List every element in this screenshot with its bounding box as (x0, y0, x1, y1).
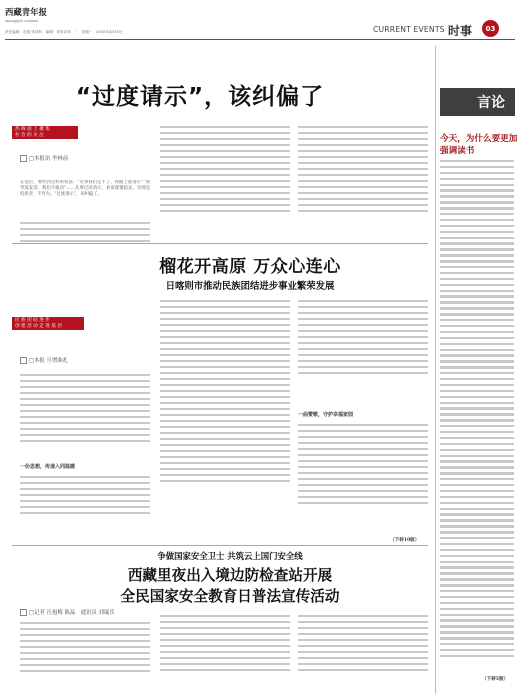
commentary-column-bar (440, 88, 515, 116)
page-number-badge: 03 (482, 20, 499, 37)
article2-title: 榴花开高原 万众心连心 (159, 257, 341, 277)
commentary-body (440, 160, 514, 657)
article2-continued: （下转10版） (390, 538, 420, 543)
article2-body-col2 (160, 300, 290, 482)
section-header (373, 21, 513, 41)
article2-body-col3b (298, 424, 428, 504)
paper-url: xizangqnb.com/xxx (5, 19, 38, 23)
article1-byline: □本报讯 李林前 (20, 154, 68, 162)
commentary-column-label: 言论 (477, 95, 505, 111)
article3-title-line1: 西藏里夜出入境边防检查站开展 (127, 567, 333, 584)
article2-byline: □本报 旦增曲扎 (20, 356, 68, 364)
article2-body-col3a (298, 300, 428, 374)
article3-title-line2: 全民国家安全教育日普法宣传活动 (120, 588, 340, 605)
article1-excerpt: 在基层，要听到这样的说法：“这事我们定不了，得跟上面请示”“领导没发话，我们不敢动”……凡事过度请示，看似谨慎稳妥，实则是怕担责、不作为。“过度请示”，该纠偏了。 (20, 180, 150, 198)
divider-2 (12, 545, 428, 546)
article1-ribbon: 热 线 面 上 聚 焦 社 会 的 关 注 (12, 126, 78, 139)
article1-body-col1 (20, 222, 150, 242)
article2-subtitle: 日喀则市推动民族团结进步事业繁荣发展 (165, 281, 335, 292)
article2-ribbon: 民 族 团 结 进 步 创 建 活 动 走 进 基 层 (12, 317, 84, 330)
section-en-label: CURRENT EVENTS (373, 25, 445, 34)
article3-kicker: 争做国家安全卫士 共筑云上国门安全线 (157, 551, 303, 561)
article2-body-col1a (20, 374, 150, 442)
article3-body-col2 (160, 615, 290, 671)
section-cn-label: 时事 (448, 24, 473, 38)
commentary-title-line1: 今天，为什么要更加 (440, 134, 518, 144)
article3-body-col3 (298, 615, 428, 671)
article3-byline: □记者 汪旭梅 陈晶 通讯员 刘瑞乐 (20, 608, 115, 616)
commentary-continued: （下转5版） (482, 677, 509, 682)
article2-section1-heading: 一份思想，传递入同温暖 (20, 464, 76, 470)
edition-line: 责任编辑：旺堆 张泽科 编辑：蒙布泽加 ｜ 星期一 2016年4月18日 (5, 30, 123, 34)
article2-body-col1b (20, 476, 150, 514)
article1-body-col3 (298, 126, 428, 212)
article3-body-col1 (20, 622, 150, 672)
article2-section2-heading: 一曲赞歌，守护幸福家园 (298, 412, 354, 418)
paper-name: 西藏青年报 (5, 7, 47, 17)
article1-title: “过度请示”，该纠偏了 (75, 84, 325, 110)
commentary-title-line2: 强调读书 (440, 146, 475, 156)
masthead (5, 6, 47, 23)
article1-body-col2 (160, 126, 290, 212)
column-divider (435, 46, 436, 694)
header-rule (5, 39, 515, 40)
divider-1 (12, 243, 428, 244)
